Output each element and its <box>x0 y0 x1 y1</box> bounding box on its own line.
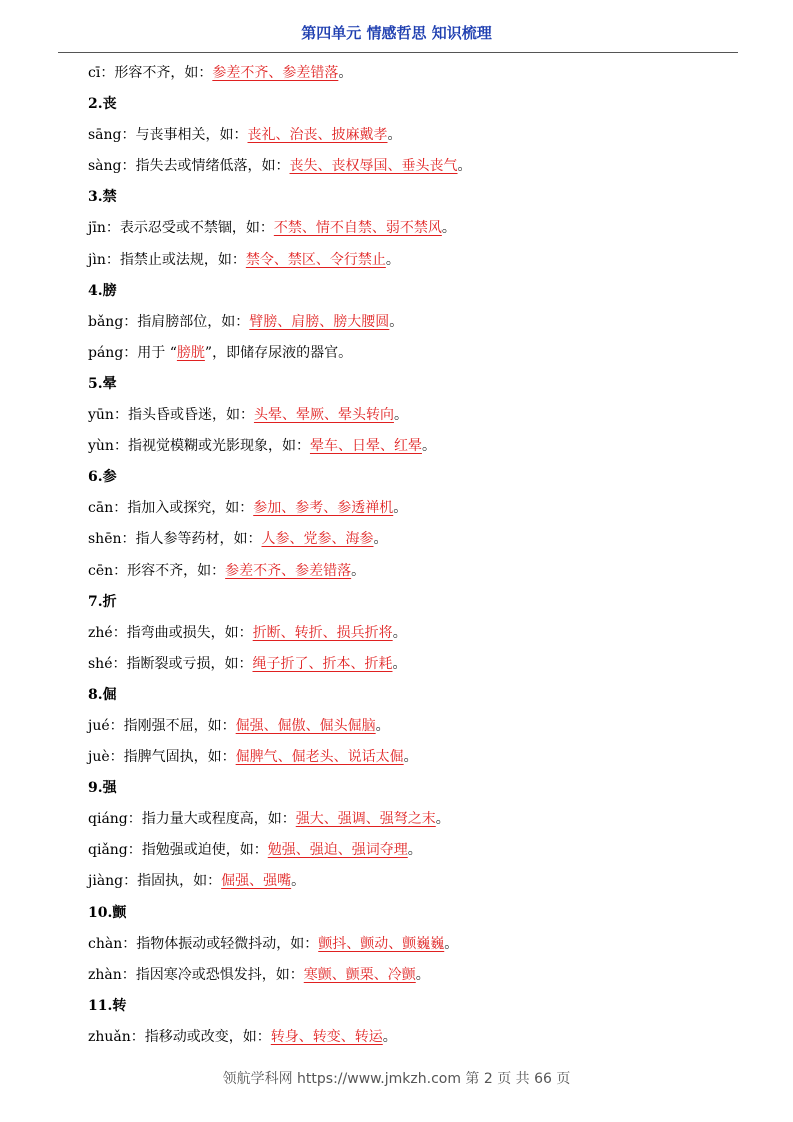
pronunciation-entry <box>88 649 728 680</box>
example-words: 颤抖、颤动、颤巍巍 <box>318 935 445 952</box>
line-end: 。 <box>387 127 402 144</box>
pronunciation-entry <box>88 213 728 244</box>
line-end: 。 <box>392 655 407 672</box>
pinyin: jué <box>88 717 110 734</box>
line-end: 。 <box>444 935 459 952</box>
section-heading: 10.颤 <box>88 904 127 921</box>
example-words: 臂膀、肩膀、膀大腰圆 <box>249 313 390 330</box>
example-words: 绳子折了、折本、折耗 <box>252 655 393 672</box>
example-words: 参加、参考、参透禅机 <box>253 500 394 517</box>
pronunciation-entry <box>88 866 728 897</box>
document-body <box>88 58 728 1053</box>
section-heading: 8.倔 <box>88 686 117 703</box>
line-end: 。 <box>441 220 456 237</box>
example-words: 折断、转折、损兵折将 <box>252 624 393 641</box>
section-heading: 7.折 <box>88 593 117 610</box>
definition: ：指头昏或昏迷，如： <box>113 407 254 424</box>
definition: ：指肩膀部位，如： <box>123 313 250 330</box>
definition: ：形容不齐，如： <box>100 65 213 81</box>
line-end: 。 <box>403 749 418 766</box>
pronunciation-entry <box>88 120 728 151</box>
pinyin: qiáng <box>88 811 128 828</box>
pronunciation-entry <box>88 929 728 960</box>
definition: ：指刚强不屈，如： <box>109 717 236 734</box>
pronunciation-entry <box>88 524 728 555</box>
line-end: ”，即储存尿液的器官。 <box>204 344 353 361</box>
line-end: 。 <box>338 65 353 81</box>
pronunciation-entry <box>88 711 728 742</box>
line-end: 。 <box>407 842 422 859</box>
line-end: 。 <box>421 438 436 455</box>
line-end: 。 <box>393 500 408 517</box>
line-end: 。 <box>392 624 407 641</box>
definition: ：用于 “ <box>123 344 177 361</box>
line-end: 。 <box>373 531 388 548</box>
definition: ：指人参等药材，如： <box>121 531 262 548</box>
pinyin: jiàng <box>88 873 124 890</box>
definition: ：指脾气固执，如： <box>109 749 236 766</box>
pronunciation-entry <box>88 742 728 773</box>
pinyin: jīn <box>88 220 106 237</box>
pronunciation-entry <box>88 245 728 276</box>
pinyin: páng <box>88 344 124 361</box>
pinyin: qiǎng <box>88 842 128 859</box>
example-words: 不禁、情不自禁、弱不禁风 <box>273 220 442 237</box>
example-words: 勉强、强迫、强词夺理 <box>267 842 408 859</box>
example-words: 倔强、强嘴 <box>221 873 292 890</box>
definition: ：指弯曲或损失，如： <box>112 624 253 641</box>
line-end: 。 <box>389 313 404 330</box>
pinyin: zhé <box>88 624 113 641</box>
line-end: 。 <box>375 717 390 734</box>
definition: ：与丧事相关，如： <box>121 127 248 144</box>
pinyin: juè <box>88 749 110 766</box>
pinyin: yūn <box>88 407 114 424</box>
definition: ：指移动或改变，如： <box>130 1028 271 1045</box>
example-words: 寒颤、颤栗、冷颤 <box>303 966 416 983</box>
pinyin: shēn <box>88 531 122 548</box>
example-words: 倔强、倔傲、倔头倔脑 <box>235 717 376 734</box>
pronunciation-entry <box>88 1022 728 1053</box>
pronunciation-entry <box>88 618 728 649</box>
definition: ：形容不齐，如： <box>113 562 226 579</box>
pinyin: zhàn <box>88 966 122 983</box>
pronunciation-entry <box>88 835 728 866</box>
line-end: 。 <box>291 873 306 890</box>
line-end: 。 <box>393 407 408 424</box>
pinyin: bǎng <box>88 313 124 330</box>
pronunciation-entry <box>88 960 728 991</box>
section-heading: 2.丧 <box>88 96 117 113</box>
pronunciation-entry <box>88 400 728 431</box>
definition: ：指禁止或法规，如： <box>105 251 246 268</box>
definition: ：表示忍受或不禁锢，如： <box>105 220 274 237</box>
pinyin: zhuǎn <box>88 1028 131 1045</box>
pronunciation-entry <box>88 151 728 182</box>
section-heading: 3.禁 <box>88 189 117 206</box>
line-end: 。 <box>382 1028 397 1045</box>
pronunciation-entry <box>88 804 728 835</box>
example-words: 丧失、丧权辱国、垂头丧气 <box>289 158 458 175</box>
line-end: 。 <box>415 966 430 983</box>
definition: ：指失去或情绪低落，如： <box>121 158 290 175</box>
pinyin: jìn <box>88 251 106 268</box>
pinyin: cī <box>88 65 101 81</box>
definition: ：指视觉模糊或光影现象，如： <box>113 438 310 455</box>
pronunciation-entry <box>88 493 728 524</box>
line-end: 。 <box>351 562 366 579</box>
example-words: 参差不齐、参差错落 <box>212 65 339 81</box>
definition: ：指物体振动或轻微抖动，如： <box>122 935 319 952</box>
pinyin: cēn <box>88 562 114 579</box>
pinyin: cān <box>88 500 114 517</box>
pronunciation-entry <box>88 556 728 587</box>
line-end: 。 <box>385 251 400 268</box>
section-heading: 6.参 <box>88 469 117 486</box>
pinyin: yùn <box>88 438 114 455</box>
definition: ：指力量大或程度高，如： <box>127 811 296 828</box>
section-heading: 5.晕 <box>88 375 117 392</box>
definition: ：指固执，如： <box>123 873 222 890</box>
definition: ：指断裂或亏损，如： <box>112 655 253 672</box>
pronunciation-entry <box>88 58 728 89</box>
section-heading: 9.强 <box>88 780 117 797</box>
pronunciation-entry <box>88 431 728 462</box>
header-divider <box>58 52 738 53</box>
page-footer: 领航学科网 https://www.jmkzh.com 第 2 页 共 66 页 <box>222 1071 571 1087</box>
example-words: 丧礼、治丧、披麻戴孝 <box>247 127 388 144</box>
example-words: 转身、转变、转运 <box>270 1028 383 1045</box>
definition: ：指勉强或迫使，如： <box>127 842 268 859</box>
pronunciation-entry <box>88 307 728 338</box>
line-end: 。 <box>457 158 472 175</box>
page-header-title: 第四单元 情感哲思 知识梳理 <box>301 24 492 42</box>
section-heading: 11.转 <box>88 997 127 1014</box>
example-words: 倔脾气、倔老头、说话太倔 <box>235 749 404 766</box>
pronunciation-entry <box>88 338 728 369</box>
pinyin: sàng <box>88 158 122 175</box>
definition: ：指因寒冷或恐惧发抖，如： <box>121 966 304 983</box>
example-words: 头晕、晕厥、晕头转向 <box>253 407 394 424</box>
section-heading: 4.膀 <box>88 282 117 299</box>
example-words: 膀胱 <box>176 344 205 361</box>
pinyin: sāng <box>88 127 122 144</box>
example-words: 禁令、禁区、令行禁止 <box>245 251 386 268</box>
line-end: 。 <box>435 811 450 828</box>
example-words: 参差不齐、参差错落 <box>225 562 352 579</box>
example-words: 晕车、日晕、红晕 <box>309 438 422 455</box>
pinyin: shé <box>88 655 113 672</box>
example-words: 人参、党参、海参 <box>261 531 374 548</box>
example-words: 强大、强调、强弩之末 <box>295 811 436 828</box>
definition: ：指加入或探究，如： <box>113 500 254 517</box>
pinyin: chàn <box>88 935 123 952</box>
